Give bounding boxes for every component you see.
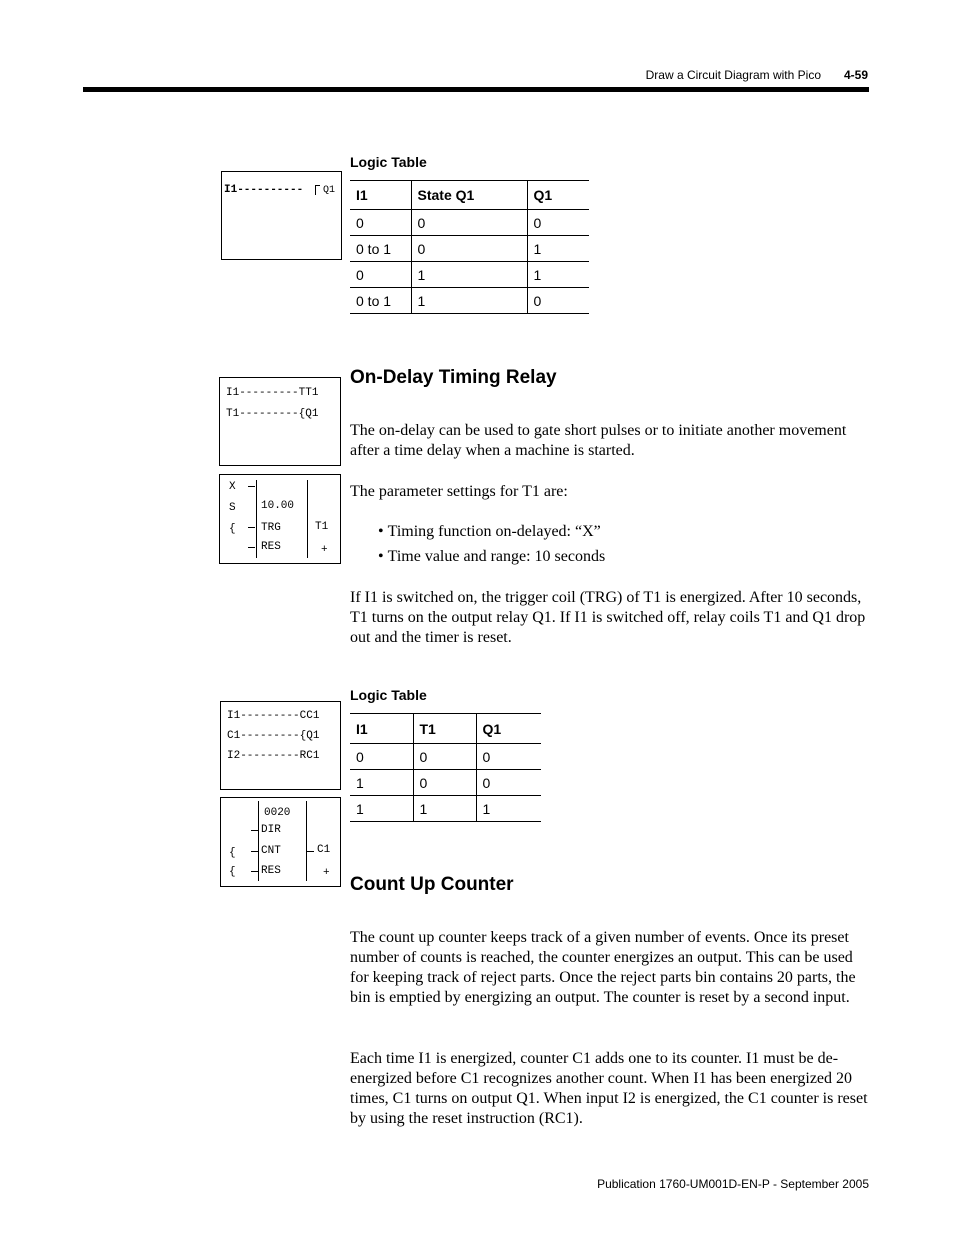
- table-cell: 0: [411, 236, 527, 262]
- counter-output-label: C1: [317, 844, 331, 856]
- table-cell: 0: [356, 266, 364, 283]
- paragraph: The count up counter keeps track of a given number of events. Once its preset number of counts is reached, the counter energizes an output. This can be used for keeping track of reject parts. Once the reject parts bin contains 20 parts, the bin is emptied by energizing an output. The counter is reset by a second input.: [350, 929, 856, 1006]
- timer-unit-label: S: [229, 502, 236, 514]
- column-header: I1: [356, 187, 368, 203]
- rung-text: I2---------RC1: [227, 750, 320, 762]
- column-header: T1: [413, 714, 476, 744]
- table-cell: 0: [476, 770, 541, 796]
- table-cell: 0: [476, 744, 541, 770]
- table-row: [350, 744, 541, 770]
- pin-tick: [307, 851, 314, 852]
- bullet-item: • Time value and range: 10 seconds: [378, 548, 606, 565]
- bullet-item: • Timing function on-delayed: “X”: [378, 523, 601, 540]
- counter-res-label: RES: [261, 865, 281, 877]
- table-row: [350, 288, 589, 314]
- pin-tick: [251, 871, 258, 872]
- paragraph: The on-delay can be used to gate short pulses or to initiate another movement after a time delay when a machine is started.: [350, 422, 847, 459]
- block-left-edge: [256, 480, 257, 558]
- circuit-diagram-counter: [220, 701, 341, 790]
- table-cell: 0: [413, 744, 476, 770]
- counter-preset-value: 0020: [264, 807, 291, 819]
- table-row: [350, 796, 541, 822]
- rung-text: T1---------{Q1: [226, 408, 319, 420]
- rung-text: I1----------: [224, 184, 304, 196]
- pin-tick: [248, 527, 255, 528]
- timer-trg-label: TRG: [261, 522, 281, 534]
- timer-preset-value: 10.00: [261, 500, 295, 512]
- timer-parameter-block: [219, 474, 341, 564]
- table-cell: 0: [356, 748, 364, 765]
- pin-tick: [251, 830, 258, 831]
- paragraph: The parameter settings for T1 are:: [350, 483, 568, 500]
- page-number: 4-59: [844, 68, 869, 82]
- coil-label: Q1: [323, 185, 336, 196]
- column-header: State Q1: [411, 181, 527, 210]
- section-heading-on-delay: On-Delay Timing Relay: [350, 367, 557, 388]
- timer-output-label: T1: [315, 521, 329, 533]
- table-row: [350, 770, 541, 796]
- table-cell: 1: [527, 262, 589, 288]
- rung-text: I1---------TT1: [226, 387, 319, 399]
- table-cell: 0: [527, 210, 589, 236]
- counter-cnt-label: CNT: [261, 845, 281, 857]
- pin-tick: [251, 851, 258, 852]
- timer-res-label: RES: [261, 541, 281, 553]
- circuit-diagram-coil: [221, 171, 342, 260]
- publication-footer: Publication 1760-UM001D-EN-P - September 2005: [597, 1177, 869, 1191]
- table-row: [350, 236, 589, 262]
- timer-plus-label: +: [321, 544, 328, 556]
- table-cell: 0 to 1: [356, 240, 392, 257]
- pin-tick: [248, 547, 255, 548]
- column-header: Q1: [527, 181, 589, 210]
- block-left-edge: [258, 801, 259, 881]
- block-right-edge: [306, 801, 307, 881]
- table-cell: 0: [356, 214, 364, 231]
- logic-table-2: [350, 713, 541, 822]
- table-cell: 1: [356, 774, 364, 791]
- table-cell: 1: [413, 796, 476, 822]
- logic-table-caption: Logic Table: [350, 154, 427, 170]
- table-cell: 1: [356, 800, 364, 817]
- pin-tick: [248, 486, 255, 487]
- table-cell: 1: [527, 236, 589, 262]
- bullet-text: Timing function on-delayed: “X”: [387, 523, 601, 540]
- table-cell: 1: [411, 288, 527, 314]
- table-cell: 0: [527, 288, 589, 314]
- counter-param-label: {: [229, 866, 236, 878]
- block-right-edge: [307, 480, 308, 558]
- column-header: I1: [356, 720, 368, 737]
- table-cell: 0: [413, 770, 476, 796]
- table-row: [350, 262, 589, 288]
- paragraph: Each time I1 is energized, counter C1 adds one to its counter. I1 must be de-energized before C1 recognizes another count. When I1 has been energized 20 times, C1 turns on output Q1. When input I2 is energized, the C1 counter is reset by using the reset instruction (RC1).: [350, 1050, 868, 1127]
- table-cell: 0 to 1: [356, 292, 392, 309]
- rung-text: I1---------CC1: [227, 710, 320, 722]
- rung-text: C1---------{Q1: [227, 730, 320, 742]
- logic-table-caption: Logic Table: [350, 687, 427, 703]
- running-header-title: Draw a Circuit Diagram with Pico: [645, 68, 821, 82]
- table-cell: 1: [411, 262, 527, 288]
- table-row: [350, 210, 589, 236]
- table-cell: 0: [411, 210, 527, 236]
- circuit-diagram-on-delay: [219, 377, 341, 466]
- logic-table-1: [350, 180, 589, 314]
- counter-parameter-block: [220, 797, 341, 887]
- counter-param-label: {: [229, 847, 236, 859]
- paragraph: If I1 is switched on, the trigger coil (TRG) of T1 is energized. After 10 seconds, T1 turns on the output relay Q1. If I1 is switched off, relay coils T1 and Q1 drop out and the timer is reset.: [350, 589, 866, 646]
- table-cell: 1: [476, 796, 541, 822]
- timer-param-label: {: [229, 523, 236, 535]
- section-heading-count-up-counter: Count Up Counter: [350, 874, 514, 895]
- bullet-text: Time value and range: 10 seconds: [387, 548, 606, 565]
- counter-plus-label: +: [323, 867, 330, 879]
- counter-dir-label: DIR: [261, 824, 281, 836]
- timer-mode-label: X: [229, 481, 236, 493]
- coil-symbol: [315, 185, 320, 195]
- column-header: Q1: [476, 714, 541, 744]
- header-rule: [83, 87, 869, 92]
